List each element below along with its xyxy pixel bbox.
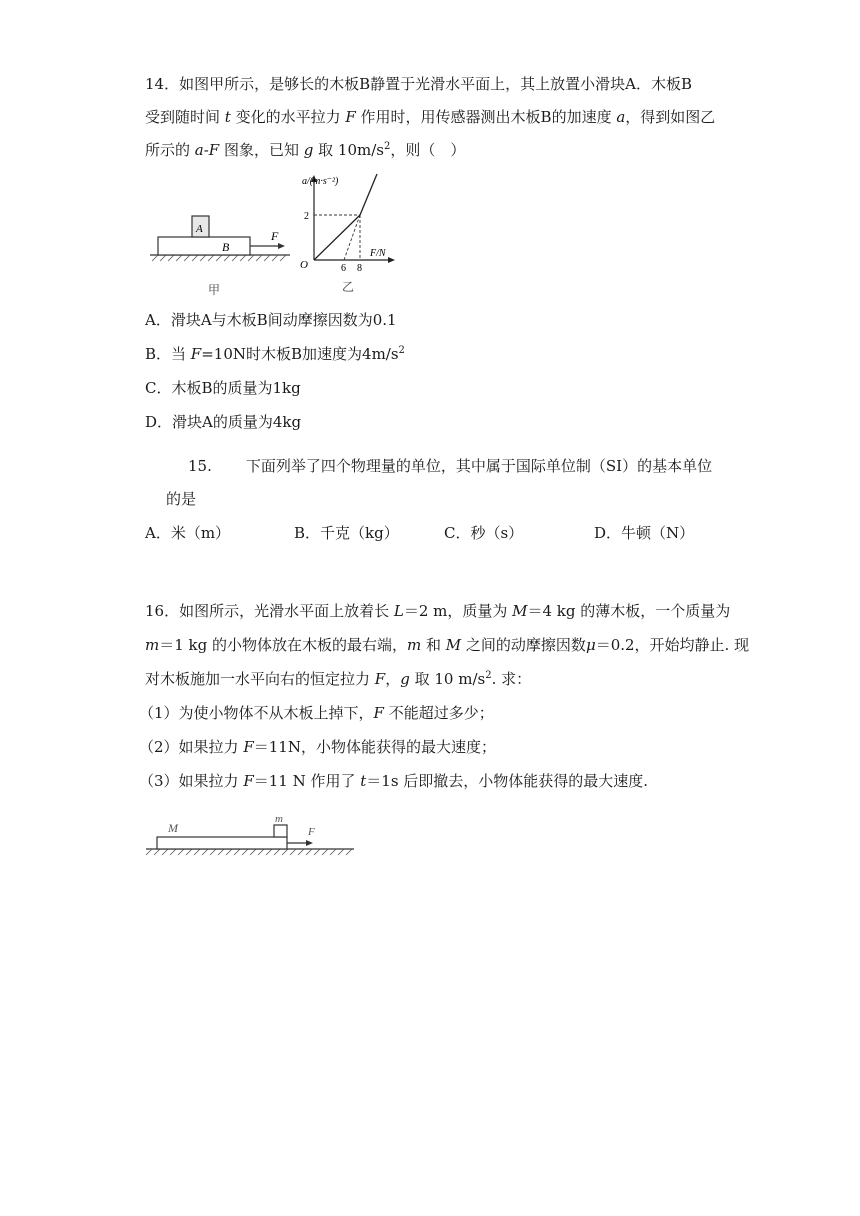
variable-mu: μ [585,636,596,654]
option-text: C．秒（s） [444,524,524,542]
q15-option-D[interactable] [594,523,694,543]
exponent: 2 [485,670,492,681]
label-m: m [275,813,283,825]
q14-figure-jia [140,205,300,300]
variable-g: g [303,141,314,159]
variable-g: g [400,670,410,688]
q16-sub-text: ＝1s 后即撤去，小物体能获得的最大速度. [366,772,649,790]
variable-L: L [393,602,404,620]
q14-stem-line-3 [145,140,465,160]
caption-jia: 甲 [208,283,221,297]
q15-option-C[interactable] [444,523,523,543]
ground-hatch [146,849,352,855]
q16-figure [140,812,360,862]
q16-sub-text: 不能超过多少； [383,704,494,722]
variable-F: F [243,738,254,756]
q14-option-A[interactable] [145,310,397,330]
q16-sub-question-1 [139,703,494,723]
option-text: D．牛顿（N） [594,524,695,542]
q16-sub-question-3 [139,771,648,791]
y-axis-label: a/(m·s⁻²) [302,176,339,187]
q16-stem-text: ， [385,670,401,688]
label-A: A [196,223,203,235]
exponent: 2 [398,345,405,356]
q15-stem-line-1 [188,456,712,476]
q16-sub-text: ＝11 N 作用了 [253,772,361,790]
board-M [157,837,287,849]
ground-hatch [152,255,286,261]
q15-stem-line-2 [166,489,196,509]
q14-stem-text: ，得到如图乙 [625,108,716,126]
option-text: A．滑块A与木板B间动摩擦因数为0.1 [145,311,397,329]
q16-stem-text: 取 10 m/s [409,670,486,688]
q14-option-C[interactable] [145,378,301,398]
arrow-head [306,840,313,846]
q16-sub-text: ＝11N，小物体能获得的最大速度； [253,738,496,756]
q14-stem-text: 受到随时间 [145,108,225,126]
guide-extension [344,215,360,260]
variable-F: F [374,670,386,688]
q16-stem-text: ＝2 m，质量为 [403,602,513,620]
q16-stem-text: ＝1 kg 的小物体放在木板的最右端， [159,636,408,654]
q15-number: 15. [188,457,212,475]
q14-stem-text: 作用时，用传感器测出木板B的加速度 [355,108,617,126]
q14-option-D[interactable] [145,412,301,432]
q16-stem-text: 和 [421,636,446,654]
q14-stem-text: 图象，已知 [219,141,304,159]
origin-label: O [300,259,308,271]
q14-stem-text: 变化的水平拉力 [230,108,346,126]
q16-stem-line-2 [145,635,749,655]
option-text: A．米（m） [145,524,231,542]
q15-option-A[interactable] [145,523,230,543]
variable-t: t [360,772,367,790]
variable-m: m [145,636,160,654]
tick-x-6: 6 [341,263,346,274]
x-axis-label: F/N [370,248,386,259]
option-text: B．当 [145,345,191,363]
exponent: 2 [383,141,391,152]
q16-stem-text: . 求： [491,670,532,688]
q16-stem-line-1 [145,601,730,621]
variable-F: F [345,108,356,126]
q14-stem-text: 所示的 [145,141,195,159]
q15-stem-text: 下面列举了四个物理量的单位，其中属于国际单位制（SI）的基本单位 [245,457,713,475]
q14-option-B[interactable] [145,344,405,364]
graph-segment-1 [314,215,360,260]
label-F: F [271,229,279,243]
label-F: F [308,826,315,838]
variable-t: t [224,108,231,126]
variable-F: F [190,345,202,363]
q16-stem-text: ＝4 kg 的薄木板，一个质量为 [527,602,731,620]
q14-stem-line-1 [145,74,692,94]
q16-sub-question-2 [139,737,496,757]
q16-sub-text: （2）如果拉力 [139,738,244,756]
q16-sub-text: （3）如果拉力 [139,772,244,790]
q14-stem-text: 取 10m/s [313,141,384,159]
label-B: B [222,240,230,254]
q16-stem-text: 16．如图所示，光滑水平面上放着长 [145,602,394,620]
variable-F: F [243,772,254,790]
variable-a: a [616,108,626,126]
variable-F: F [373,704,384,722]
graph-segment-2 [360,174,377,215]
q14-figure-yi [290,170,410,295]
q14-stem-text: 14．如图甲所示，是够长的木板B静置于光滑水平面上，其上放置小滑块A．木板B [145,75,692,93]
x-axis-arrow [388,257,395,263]
option-text: B．千克（kg） [294,524,399,542]
q16-stem-line-3 [145,669,531,689]
variable-M: M [512,602,528,620]
caption-yi: 乙 [342,280,355,294]
variable-m: m [407,636,422,654]
q14-stem-line-2 [145,107,715,127]
block-m [274,825,287,837]
q16-stem-text: 之间的动摩擦因数 [461,636,586,654]
q14-stem-text: ，则（ ） [390,141,466,159]
tick-y-2: 2 [304,211,309,222]
arrow-head [278,243,285,249]
variable-a-F: a-F [194,141,220,159]
variable-M: M [445,636,462,654]
label-M: M [168,821,178,835]
q16-stem-text: 对木板施加一水平向右的恒定拉力 [145,670,375,688]
q16-sub-text: （1）为使小物体不从木板上掉下， [139,704,374,722]
tick-x-8: 8 [357,263,362,274]
q16-stem-text: ＝0.2，开始均静止. 现 [595,636,750,654]
board-B [158,237,250,255]
option-text: C．木板B的质量为1kg [145,379,301,397]
q15-option-B[interactable] [294,523,399,543]
q15-stem-text: 的是 [166,490,197,508]
option-text: =10N时木板B加速度为4m/s [201,345,399,363]
option-text: D．滑块A的质量为4kg [145,413,302,431]
